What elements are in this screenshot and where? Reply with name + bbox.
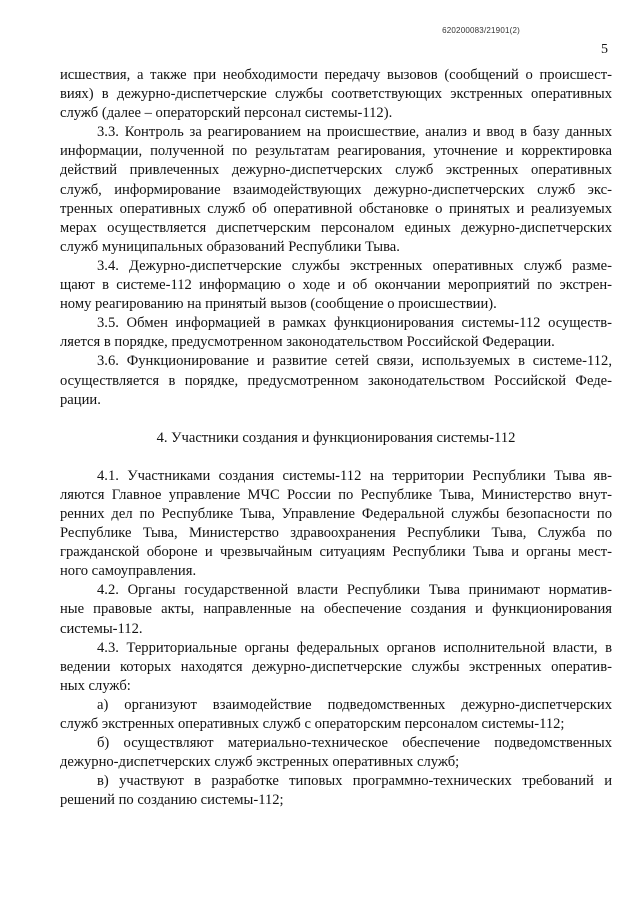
paragraph-3-3 [60,123,612,257]
text-line: решений по созданию системы-112; [60,792,284,809]
text-line: 3.3. Контроль за реагированием на происшествие, анализ и ввод в базу данных [97,124,612,141]
text-line: системы-112. [60,620,143,637]
paragraph-4-3-v [60,772,612,810]
paragraph-3-5 [60,314,612,352]
text-line: ному реагированию на принятый вызов (сообщение о происшествии). [60,296,497,313]
paragraph-4-3 [60,639,612,696]
paragraph-4-3-a [60,696,612,734]
text-line: щают в системе-112 информацию о ходе и об окончании мероприятий по экстрен- [60,277,612,294]
text-line: служб экстренных оперативных служб с операторским персоналом системы-112; [60,716,565,732]
text-line: рации. [60,391,101,408]
text-line: 3.6. Функционирование и развитие сетей связи, используемых в системе-112, [97,353,612,370]
text-line: а) организуют взаимодействие подведомственных дежурно-диспетчерских [97,696,612,713]
paragraph-4-1 [60,467,612,582]
text-line: осуществляется в порядке, предусмотренном законодательством Российской Феде- [60,372,612,389]
document-code: 620200083/21901(2) [442,26,520,35]
text-line: служб (далее – операторский персонал системы-112). [60,105,393,122]
text-line: Республике Тыва, Министерство здравоохранения Республики Тыва, Служба по [60,525,612,542]
document-body [60,66,612,810]
text-line: мерах осуществляется диспетчерским персоналом единых дежурно-диспетчерских [60,219,612,236]
text-line: исшествия, а также при необходимости передачу вызовов (сообщений о происшест- [60,67,612,83]
text-line: информации, полученной по результатам реагирования, уточнение и корректировка [60,143,612,160]
section-heading: 4. Участники создания и функционирования системы-112 [156,429,516,446]
page-number: 5 [601,42,608,57]
text-line: ных служб: [60,677,131,694]
section-4-text [60,467,612,811]
text-line: 3.4. Дежурно-диспетчерские службы экстренных оперативных служб разме- [97,257,612,274]
text-line: 3.5. Обмен информацией в рамках функционирования системы-112 осуществ- [97,315,612,332]
text-line: в) участвуют в разработке типовых программно-технических требований и [97,773,612,790]
text-line: 4.3. Территориальные органы федеральных органов исполнительной власти, в [97,639,612,656]
text-line: ляется в порядке, предусмотренном законодательством Российской Федерации. [60,334,555,351]
text-line: служб, информирование взаимодействующих дежурно-диспетчерских служб экс- [60,181,612,198]
text-line: действий привлеченных дежурно-диспетчерских служб экстренных оперативных [60,162,612,179]
text-line: гражданской обороне и чрезвычайным ситуациям Республики Тыва и органы мест- [60,544,612,561]
text-line: тренных оперативных служб об оперативной обстановке о принятых и реализуемых [60,200,612,217]
paragraph-3-6 [60,352,612,409]
paragraph-cont [60,66,612,123]
text-line: ного самоуправления. [60,563,197,580]
paragraph-4-3-b [60,734,612,772]
text-line: ренних дел по Республике Тыва, Управление Федеральной службы безопасности по [60,505,612,522]
text-line: ляются Главное управление МЧС России по Республике Тыва, Министерство внут- [60,486,612,503]
text-line: виях) в дежурно-диспетчерские службы соответствующих экстренных оперативных [60,86,612,103]
text-line: 4.1. Участниками создания системы-112 на территории Республики Тыва яв- [97,467,612,484]
text-line: дежурно-диспетчерских служб экстренных оперативных служб; [60,754,460,771]
text-line: 4.2. Органы государственной власти Республики Тыва принимают норматив- [97,582,612,599]
text-line: ные правовые акты, направленные на обеспечение создания и функционирования [60,601,612,618]
paragraph-4-2 [60,581,612,638]
section-3-text [60,66,612,410]
text-line: служб муниципальных образований Республики Тыва. [60,238,400,255]
paragraph-3-4 [60,257,612,314]
text-line: ведении которых находятся дежурно-диспетчерские службы экстренных оператив- [60,658,612,675]
text-line: б) осуществляют материально-техническое обеспечение подведомственных [97,735,612,752]
